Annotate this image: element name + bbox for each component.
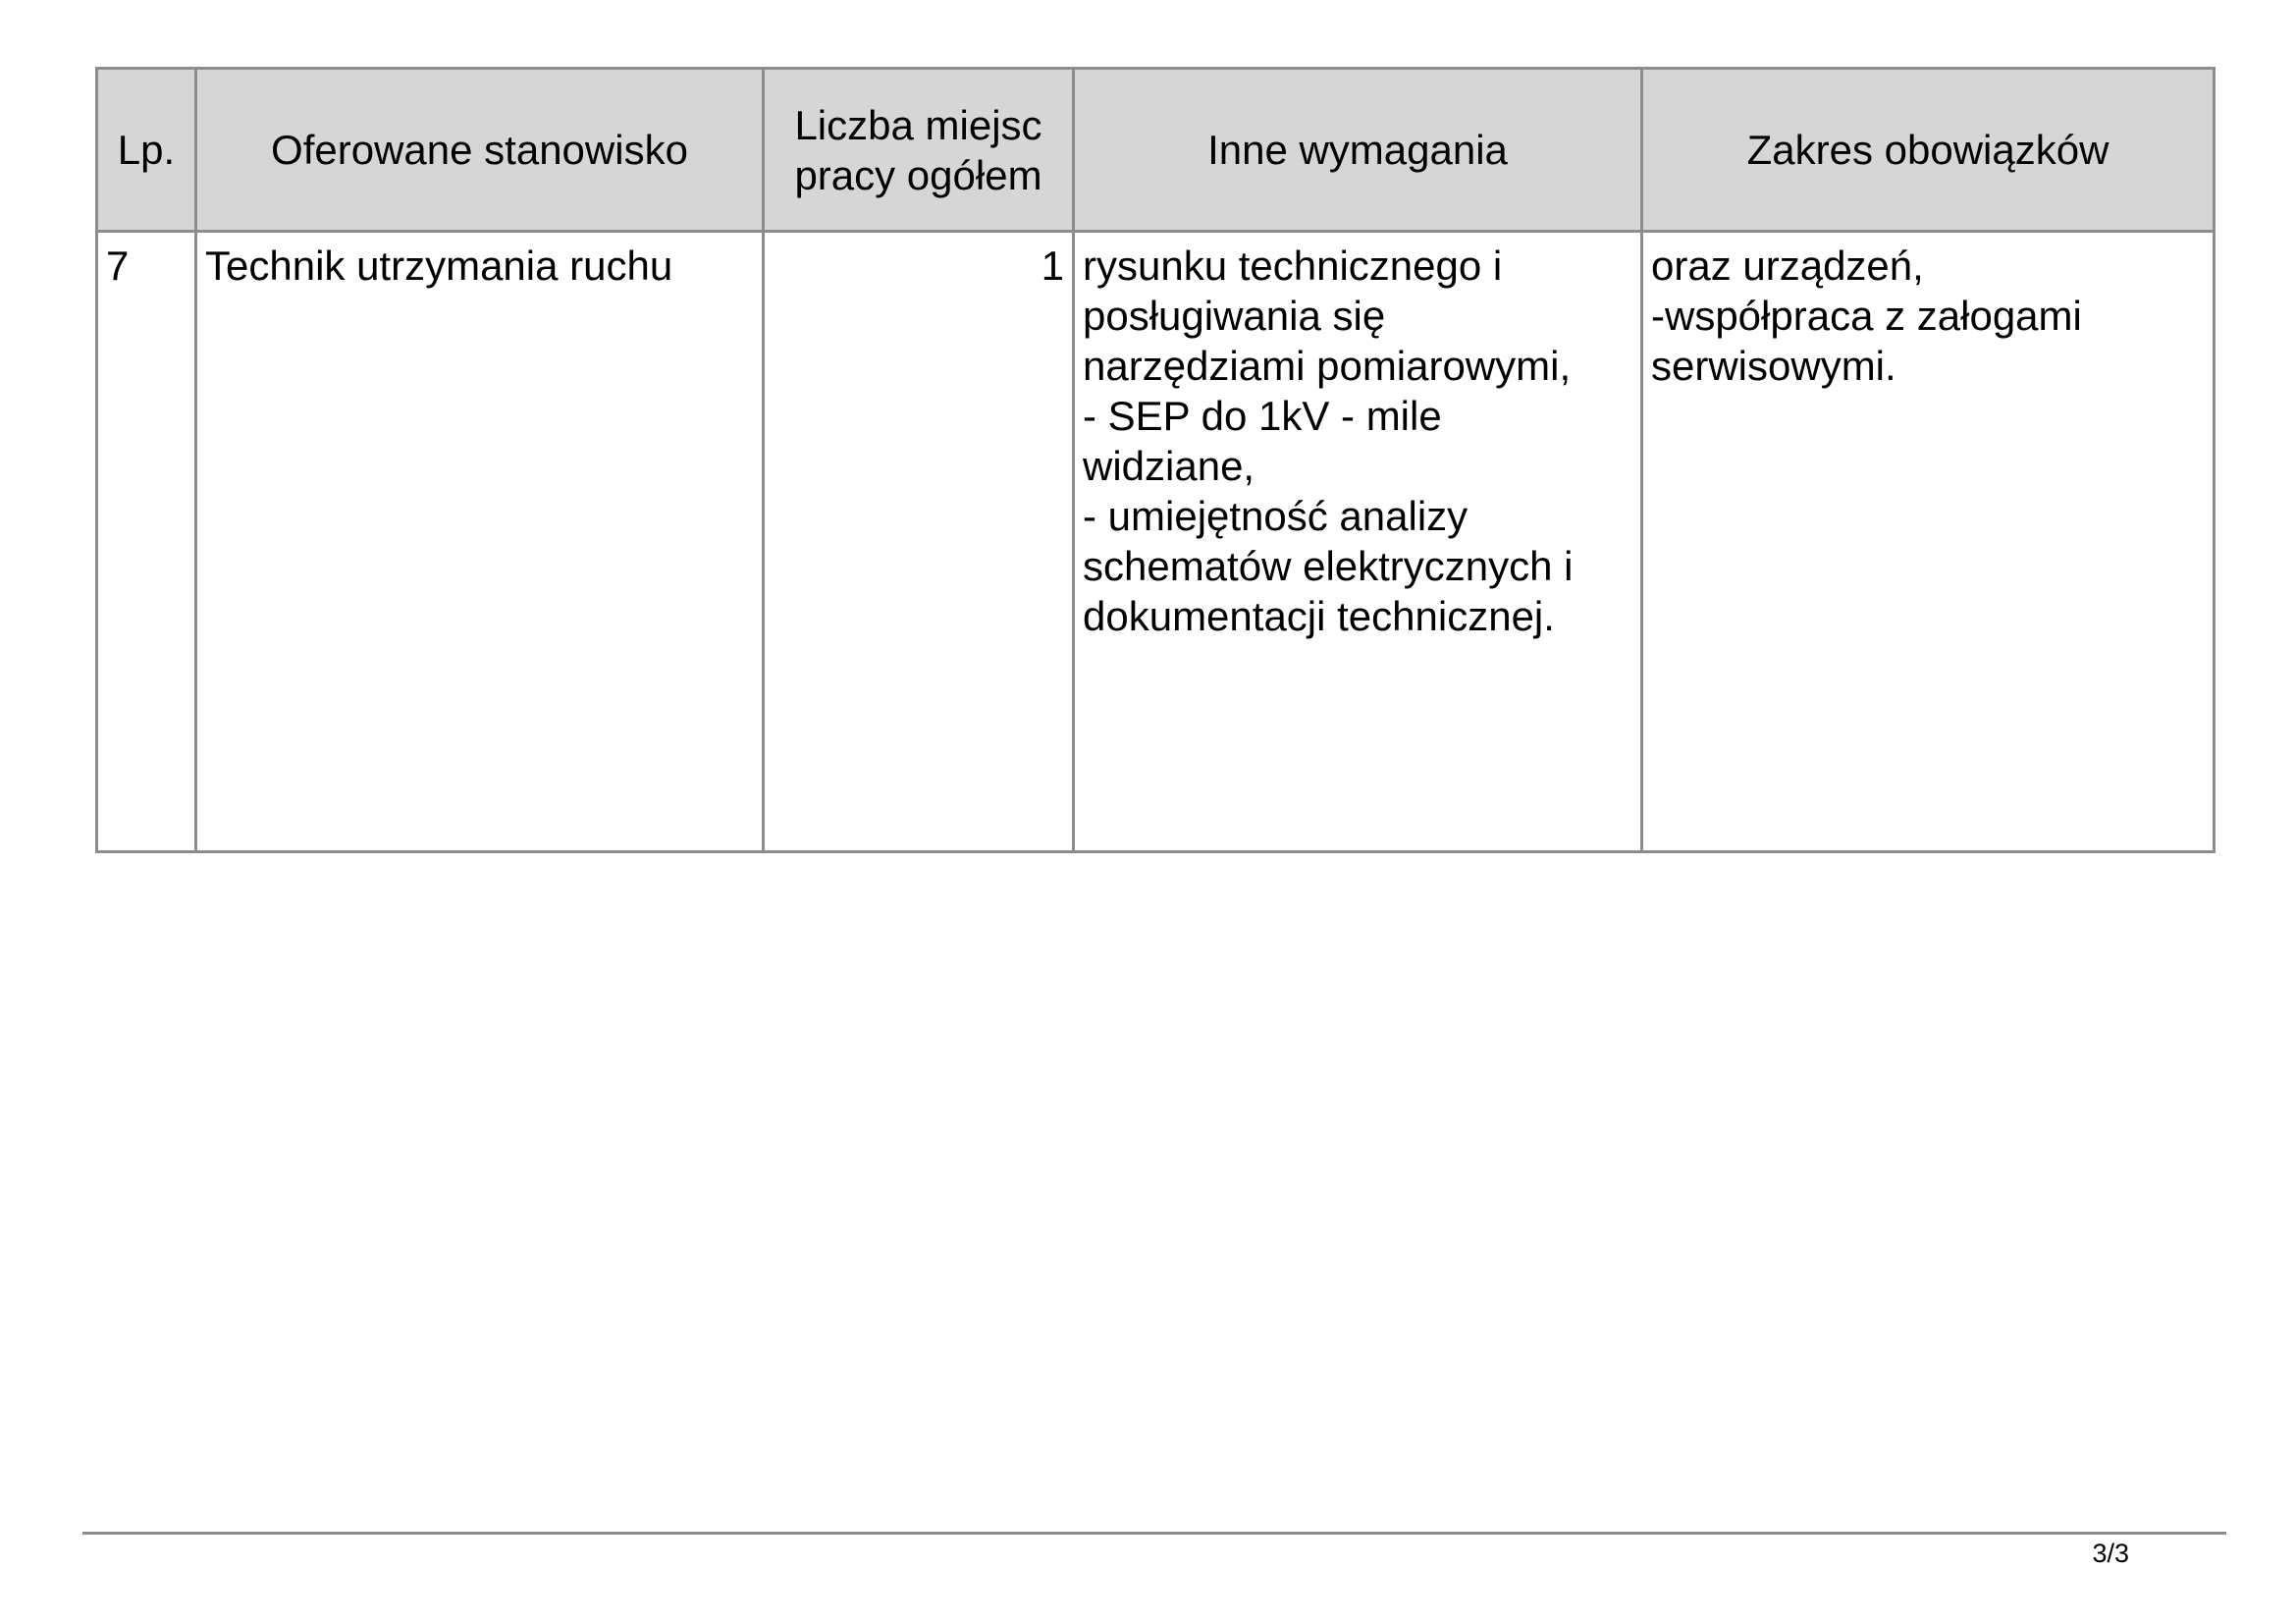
requirements-line: schematów elektrycznych i xyxy=(1083,543,1574,589)
cell-position: Technik utrzymania ruchu xyxy=(196,232,764,852)
header-places-line2: pracy ogółem xyxy=(794,151,1042,198)
header-lp: Lp. xyxy=(97,69,196,232)
requirements-line: - SEP do 1kV - mile xyxy=(1083,393,1442,439)
table-header-row xyxy=(97,69,2215,232)
cell-duties xyxy=(1642,232,2215,852)
cell-places: 1 xyxy=(764,232,1074,852)
requirements-line: widziane, xyxy=(1083,443,1255,489)
requirements-line: dokumentacji technicznej. xyxy=(1083,593,1555,639)
cell-lp: 7 xyxy=(97,232,196,852)
requirements-line: posługiwania się xyxy=(1083,293,1386,339)
header-duties: Zakres obowiązków xyxy=(1642,69,2215,232)
page-number: 3/3 xyxy=(2092,1539,2129,1568)
header-places-line1: Liczba miejsc xyxy=(794,101,1042,148)
requirements-line: - umiejętność analizy xyxy=(1083,493,1468,539)
requirements-line: rysunku technicznego i xyxy=(1083,243,1503,289)
duties-line: -współpraca z załogami xyxy=(1651,293,2082,339)
duties-line: oraz urządzeń, xyxy=(1651,243,1924,289)
requirements-line: narzędziami pomiarowymi, xyxy=(1083,343,1572,389)
job-offer-table xyxy=(95,67,2216,853)
header-requirements: Inne wymagania xyxy=(1074,69,1642,232)
header-places xyxy=(764,69,1074,232)
header-position: Oferowane stanowisko xyxy=(196,69,764,232)
footer-divider xyxy=(82,1532,2226,1535)
cell-requirements xyxy=(1074,232,1642,852)
duties-line: serwisowymi. xyxy=(1651,343,1896,389)
table-row xyxy=(97,232,2215,852)
